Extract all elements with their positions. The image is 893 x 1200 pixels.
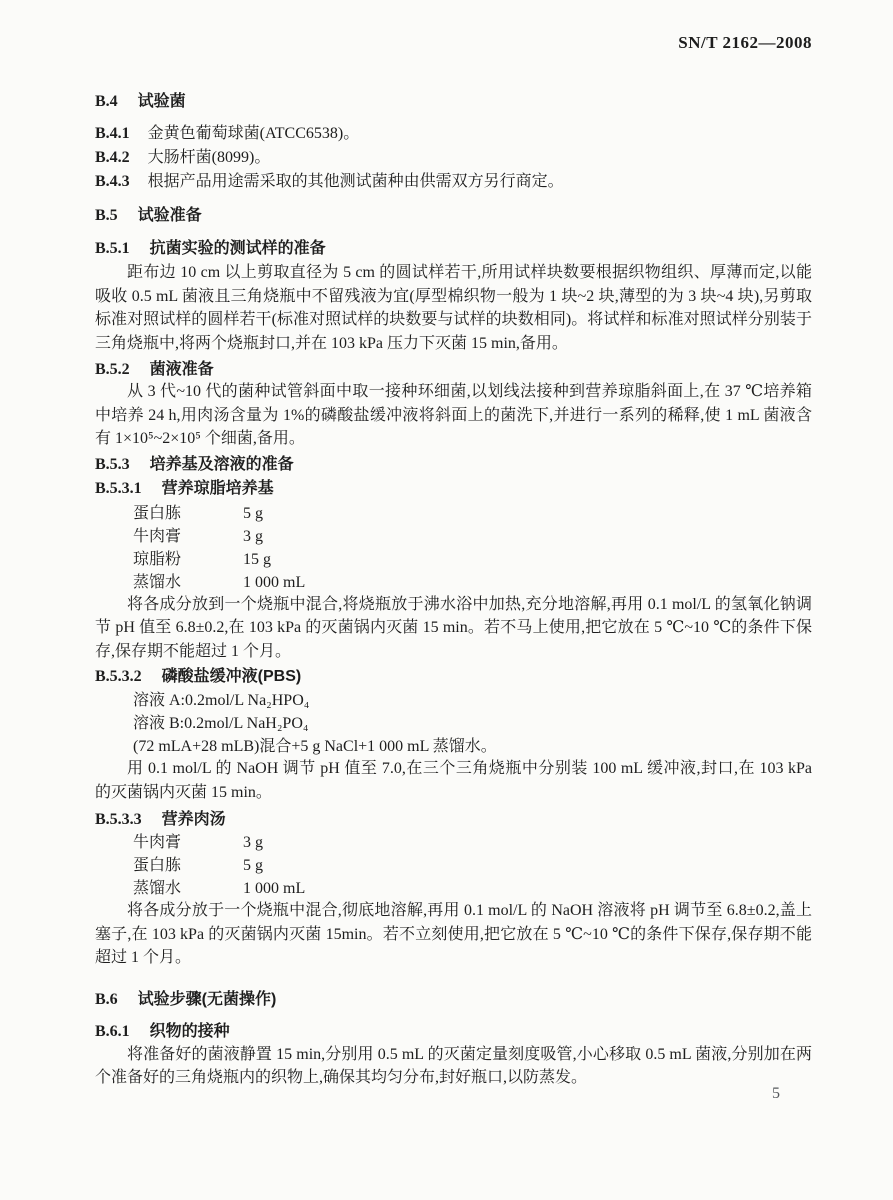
heading-b5 — [95, 202, 812, 224]
para-b5-1: 距布边 10 cm 以上剪取直径为 5 cm 的圆试样若干,所用试样块数要根据织物组织、厚薄而定,以能吸收 0.5 mL 菌液且三角烧瓶中不留残液为宜(厚型棉织物一般为 1 块~2 块,薄型的为 3 块~4 块),另剪取标准对照试样的圆样若干(标准对照试样的块数要与试样的块数相同)。将试样和标准对照试样分别装于三角烧瓶中,将两个烧瓶封口,并在 103 kPa 压力下灭菌 15 min,备用。 — [95, 264, 812, 352]
clause-title: 磷酸盐缓冲液(PBS) — [161, 668, 302, 685]
ingredient-name: 蛋白胨 — [133, 857, 182, 874]
heading-b5-1 — [95, 235, 812, 257]
clause-number: B.5.2 — [95, 361, 130, 378]
ingredient-amount: 1 000 mL — [243, 880, 306, 897]
clause-number: B.5.3.3 — [95, 811, 142, 828]
page-number: 5 — [772, 1085, 780, 1102]
ingredient-row — [95, 546, 812, 569]
ingredient-amount: 3 g — [243, 527, 263, 545]
clause-text: 金黄色葡萄球菌(ATCC6538)。 — [147, 125, 360, 142]
clause-title: 培养基及溶液的准备 — [149, 455, 294, 473]
ingredient-name: 蒸馏水 — [133, 880, 182, 897]
clause-title: 织物的接种 — [149, 1022, 230, 1040]
para-b5-2: 从 3 代~10 代的菌种试管斜面中取一接种环细菌,以划线法接种到营养琼脂斜面上,在 37 ℃培养箱中培养 24 h,用肉汤含量为 1%的磷酸盐缓冲液将斜面上的菌洗下,并进行一系列的稀释,使 1 mL 菌液含有 1×10⁵~2×10⁵ 个细菌,备用。 — [95, 383, 812, 447]
clause-text: 根据产品用途需采取的其他测试菌种由供需双方另行商定。 — [147, 173, 564, 190]
solution-lines — [95, 687, 812, 756]
ingredient-amount: 1 000 mL — [243, 573, 306, 591]
clause-b4-2 — [95, 144, 812, 168]
clause-title: 试验步骤(无菌操作) — [137, 990, 277, 1008]
clause-title: 营养琼脂培养基 — [161, 479, 274, 497]
ingredient-amount: 15 g — [243, 550, 271, 568]
ingredient-row — [95, 569, 812, 592]
ingredient-row — [95, 523, 812, 546]
clause-number: B.5.3 — [95, 455, 130, 473]
ingredient-row — [95, 875, 812, 898]
clause-number: B.6 — [95, 990, 118, 1008]
ingredient-list-agar — [95, 500, 812, 592]
heading-b5-3 — [95, 451, 812, 473]
heading-b5-2 — [95, 356, 812, 378]
header-doc-code: SN/T 2162—2008 — [678, 33, 812, 52]
ingredient-name: 蒸馏水 — [133, 573, 182, 591]
ingredient-row — [95, 852, 812, 875]
heading-b4 — [95, 88, 812, 110]
clause-number: B.5.3.1 — [95, 479, 142, 497]
clause-number: B.4 — [95, 93, 118, 110]
ingredient-name: 琼脂粉 — [133, 550, 182, 568]
ingredient-name: 牛肉膏 — [133, 834, 182, 851]
solution-line-mix: (72 mLA+28 mLB)混合+5 g NaCl+1 000 mL 蒸馏水。 — [133, 738, 497, 755]
ingredient-row — [95, 829, 812, 852]
ingredient-amount: 5 g — [243, 857, 263, 874]
clause-b4-1 — [95, 120, 812, 144]
clause-number: B.6.1 — [95, 1022, 130, 1040]
clause-title: 试验准备 — [137, 207, 202, 224]
heading-b6-1 — [95, 1018, 812, 1040]
clause-number: B.5.1 — [95, 240, 130, 257]
ingredient-list-broth — [95, 829, 812, 898]
para-b5-3-3: 将各成分放于一个烧瓶中混合,彻底地溶解,再用 0.1 mol/L 的 NaOH 溶液将 pH 调节至 6.8±0.2,盖上塞子,在 103 kPa 的灭菌锅内灭菌 15min。若不立刻使用,把它放在 5 ℃~10 ℃的条件下保存,保存期不能超过 1 个月。 — [95, 902, 812, 966]
para-b6-1: 将准备好的菌液静置 15 min,分别用 0.5 mL 的灭菌定量刻度吸管,小心移取 0.5 mL 菌液,分别加在两个准备好的三角烧瓶内的织物上,确保其均匀分布,封好瓶口,以防蒸发。 — [95, 1045, 812, 1086]
clause-number: B.4.2 — [95, 149, 130, 166]
heading-b5-3-1 — [95, 475, 812, 497]
heading-b6 — [95, 986, 812, 1008]
ingredient-amount: 5 g — [243, 504, 263, 522]
clause-title: 营养肉汤 — [161, 811, 226, 828]
solution-line-a: 溶液 A:0.2mol/L Na₂HPO₄ — [133, 692, 310, 709]
clause-title: 菌液准备 — [149, 361, 214, 378]
clause-group-b4 — [95, 120, 812, 192]
heading-b5-3-3 — [95, 806, 812, 828]
clause-text: 大肠杆菌(8099)。 — [147, 149, 271, 166]
clause-b4-3 — [95, 168, 812, 192]
clause-number: B.4.1 — [95, 125, 130, 142]
solution-line-b: 溶液 B:0.2mol/L NaH₂PO₄ — [133, 715, 309, 732]
clause-title: 试验菌 — [137, 93, 186, 110]
para-b5-3-2: 用 0.1 mol/L 的 NaOH 调节 pH 值至 7.0,在三个三角烧瓶中分别装 100 mL 缓冲液,封口,在 103 kPa 的灭菌锅内灭菌 15 min。 — [95, 760, 812, 801]
ingredient-amount: 3 g — [243, 834, 263, 851]
ingredient-name: 蛋白胨 — [133, 504, 182, 522]
clause-title: 抗菌实验的测试样的准备 — [149, 240, 326, 257]
ingredient-name: 牛肉膏 — [133, 527, 182, 545]
heading-b5-3-2 — [95, 663, 812, 685]
clause-number: B.4.3 — [95, 173, 130, 190]
clause-number: B.5.3.2 — [95, 668, 142, 685]
clause-number: B.5 — [95, 207, 118, 224]
ingredient-row — [95, 500, 812, 523]
para-b5-3-1: 将各成分放到一个烧瓶中混合,将烧瓶放于沸水浴中加热,充分地溶解,再用 0.1 mol/L 的氢氧化钠调节 pH 值至 6.8±0.2,在 103 kPa 的灭菌锅内灭菌 15 min。若不马上使用,把它放在 5 ℃~10 ℃的条件下保存,保存期不能超过 1 个月。 — [95, 595, 812, 660]
